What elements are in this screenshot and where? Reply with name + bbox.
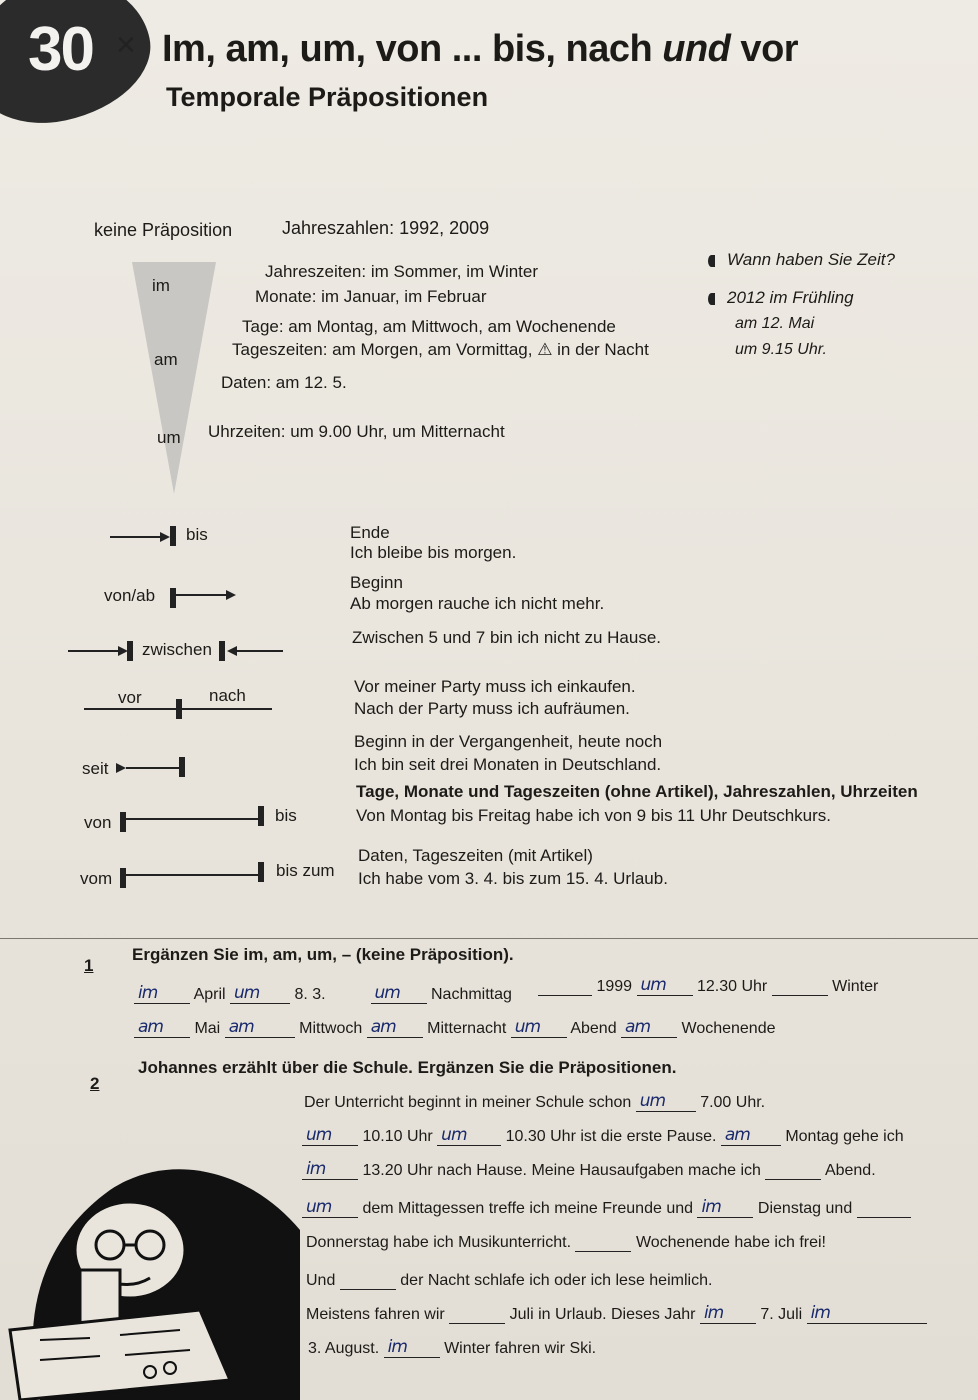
- dialog-answer-2: am 12. Mai: [735, 315, 815, 332]
- page-subtitle: Temporale Präpositionen: [166, 82, 489, 112]
- ex2-line-8: 3. August. im Winter fahren wir Ski.: [308, 1337, 597, 1357]
- seit-line: [126, 767, 180, 769]
- nach-label: nach: [209, 686, 246, 705]
- page-title: Im, am, um, von ... bis, nach und vor: [162, 28, 799, 70]
- vonbis-bar-right: [258, 806, 264, 826]
- seit-label: seit: [82, 759, 109, 778]
- ex2-blank[interactable]: [340, 1272, 396, 1290]
- ex2-blank[interactable]: im: [384, 1340, 440, 1358]
- ex2-blank[interactable]: im: [302, 1162, 358, 1180]
- ex1-blank[interactable]: am: [134, 1020, 190, 1038]
- ex2-blank[interactable]: [575, 1234, 631, 1252]
- ex1-blank[interactable]: [772, 978, 828, 996]
- vonab-bar: [170, 588, 176, 608]
- im-line2: Monate: im Januar, im Februar: [255, 287, 487, 306]
- ex2-line-1: Der Unterricht beginnt in meiner Schule schon um 7.00 Uhr.: [304, 1091, 766, 1111]
- vom-label: vom: [80, 869, 113, 888]
- um-line1: Uhrzeiten: um 9.00 Uhr, um Mitternacht: [208, 422, 505, 441]
- seit-text-1: Beginn in der Vergangenheit, heute noch: [354, 732, 663, 751]
- vonbis-bis-label: bis: [275, 806, 297, 825]
- biszum-label: bis zum: [276, 861, 335, 880]
- vonbis-text-1: Tage, Monate und Tageszeiten (ohne Artikel), Jahreszahlen, Uhrzeiten: [356, 782, 918, 801]
- speech-bullet-icon: [708, 255, 715, 267]
- ex2-line-3: im 13.20 Uhr nach Hause. Meine Hausaufgaben mache ich Abend.: [302, 1162, 876, 1180]
- am-line1: Tage: am Montag, am Mittwoch, am Wochenende: [242, 317, 616, 336]
- vom-line: [126, 874, 260, 876]
- ex2-blank[interactable]: um: [636, 1094, 696, 1112]
- ex1-blank[interactable]: am: [621, 1020, 677, 1038]
- ex2-line-5: Donnerstag habe ich Musikunterricht. Wochenende habe ich frei!: [306, 1234, 826, 1251]
- vornach-text-2: Nach der Party muss ich aufräumen.: [354, 699, 630, 718]
- exercise-1-instruction: Ergänzen Sie im, am, um, – (keine Präposition).: [132, 945, 514, 964]
- bis-arrow-line: [110, 536, 166, 538]
- ex2-blank[interactable]: um: [302, 1200, 358, 1218]
- exercise-2-number: 2: [90, 1074, 100, 1093]
- im-line1: Jahreszeiten: im Sommer, im Winter: [265, 262, 539, 281]
- ex1-blank[interactable]: um: [230, 986, 290, 1004]
- ex1-row-1: im April um 8. 3. um Nachmittag: [134, 986, 512, 1004]
- ex1-blank[interactable]: im: [134, 986, 190, 1004]
- arrow-right-icon: [116, 763, 126, 773]
- dialog-answer-1: 2012 im Frühling: [708, 288, 854, 308]
- keine-label: keine Präposition: [94, 220, 233, 240]
- vom-text-1: Daten, Tageszeiten (mit Artikel): [358, 846, 593, 865]
- keine-text: Jahreszahlen: 1992, 2009: [282, 218, 490, 238]
- ex1-blank[interactable]: um: [371, 986, 427, 1004]
- zwischen-bar-left: [127, 641, 133, 661]
- bis-text-2: Ich bleibe bis morgen.: [350, 543, 517, 562]
- ex1-row-2: am Mai am Mittwoch am Mitternacht um Abend am Wochenende: [134, 1020, 776, 1038]
- vom-bar-left: [120, 868, 126, 888]
- zwischen-right-line: [235, 650, 283, 652]
- ex2-blank[interactable]: im: [697, 1200, 753, 1218]
- arrow-right-icon: [160, 532, 170, 542]
- vonbis-von-label: von: [84, 813, 112, 832]
- ex1-blank[interactable]: am: [225, 1020, 295, 1038]
- exercise-1-number: 1: [84, 956, 94, 975]
- funnel-triangle-graphic: [132, 262, 216, 494]
- bis-label: bis: [186, 525, 208, 544]
- am-line3: Daten: am 12. 5.: [221, 373, 347, 392]
- bis-bar: [170, 526, 176, 546]
- zwischen-text-1: Zwischen 5 und 7 bin ich nicht zu Hause.: [352, 628, 662, 647]
- ex2-blank[interactable]: im: [807, 1306, 927, 1324]
- ex2-blank[interactable]: am: [721, 1128, 781, 1146]
- chapter-number: 30: [28, 15, 93, 84]
- zwischen-bar-right: [219, 641, 225, 661]
- vonbis-text-2: Von Montag bis Freitag habe ich von 9 bis 11 Uhr Deutschkurs.: [356, 806, 831, 825]
- ex2-line-7: Meistens fahren wir Juli in Urlaub. Dieses Jahr im 7. Juli im: [306, 1306, 927, 1324]
- seit-text-2: Ich bin seit drei Monaten in Deutschland.: [354, 755, 662, 774]
- student-reading-illustration: [0, 1110, 300, 1400]
- bis-text-1: Ende: [350, 523, 390, 542]
- vonab-arrow-line: [176, 594, 228, 596]
- exercise-2-instruction: Johannes erzählt über die Schule. Ergänzen Sie die Präpositionen.: [138, 1058, 677, 1077]
- zwischen-left-line: [68, 650, 124, 652]
- ex2-blank[interactable]: um: [437, 1128, 501, 1146]
- ex1-blank[interactable]: um: [637, 978, 693, 996]
- ex1-blank[interactable]: [538, 978, 592, 996]
- arrow-right-icon: [226, 590, 236, 600]
- ex2-blank[interactable]: [765, 1162, 821, 1180]
- speech-bullet-icon: [708, 293, 715, 305]
- vonab-label: von/ab: [104, 586, 156, 605]
- vonab-text-2: Ab morgen rauche ich nicht mehr.: [350, 594, 605, 613]
- vonbis-bar-left: [120, 812, 126, 832]
- section-divider: [0, 938, 978, 939]
- ex1-row-1-right: 1999 um 12.30 Uhr Winter: [538, 978, 878, 996]
- ex2-blank[interactable]: um: [302, 1128, 358, 1146]
- ex2-line-4: um dem Mittagessen treffe ich meine Freunde und im Dienstag und: [302, 1200, 911, 1218]
- zwischen-label: zwischen: [142, 640, 212, 659]
- vornach-text-1: Vor meiner Party muss ich einkaufen.: [354, 677, 636, 696]
- vonbis-line: [126, 818, 260, 820]
- ex2-blank[interactable]: im: [700, 1306, 756, 1324]
- seit-bar: [179, 757, 185, 777]
- vonab-text-1: Beginn: [350, 573, 403, 592]
- am-line2: Tageszeiten: am Morgen, am Vormittag, ⚠ in der Nacht: [232, 340, 649, 359]
- dialog-answer-3: um 9.15 Uhr.: [735, 341, 827, 358]
- ex2-blank[interactable]: [449, 1306, 505, 1324]
- ex2-line-2: um 10.10 Uhr um 10.30 Uhr ist die erste Pause. am Montag gehe ich: [302, 1128, 904, 1146]
- vornach-bar: [176, 699, 182, 719]
- ex2-line-6: Und der Nacht schlafe ich oder ich lese heimlich.: [306, 1272, 713, 1289]
- im-label: im: [152, 276, 170, 295]
- ex1-blank[interactable]: am: [367, 1020, 423, 1038]
- vor-label: vor: [118, 688, 142, 707]
- um-label: um: [157, 428, 181, 447]
- am-label: am: [154, 350, 178, 369]
- ex2-blank[interactable]: [857, 1200, 911, 1218]
- dialog-question: Wann haben Sie Zeit?: [708, 250, 895, 270]
- ex1-blank[interactable]: um: [511, 1020, 567, 1038]
- vom-text-2: Ich habe vom 3. 4. bis zum 15. 4. Urlaub.: [358, 869, 668, 888]
- check-mark-icon: ×: [116, 26, 136, 64]
- vom-bar-right: [258, 862, 264, 882]
